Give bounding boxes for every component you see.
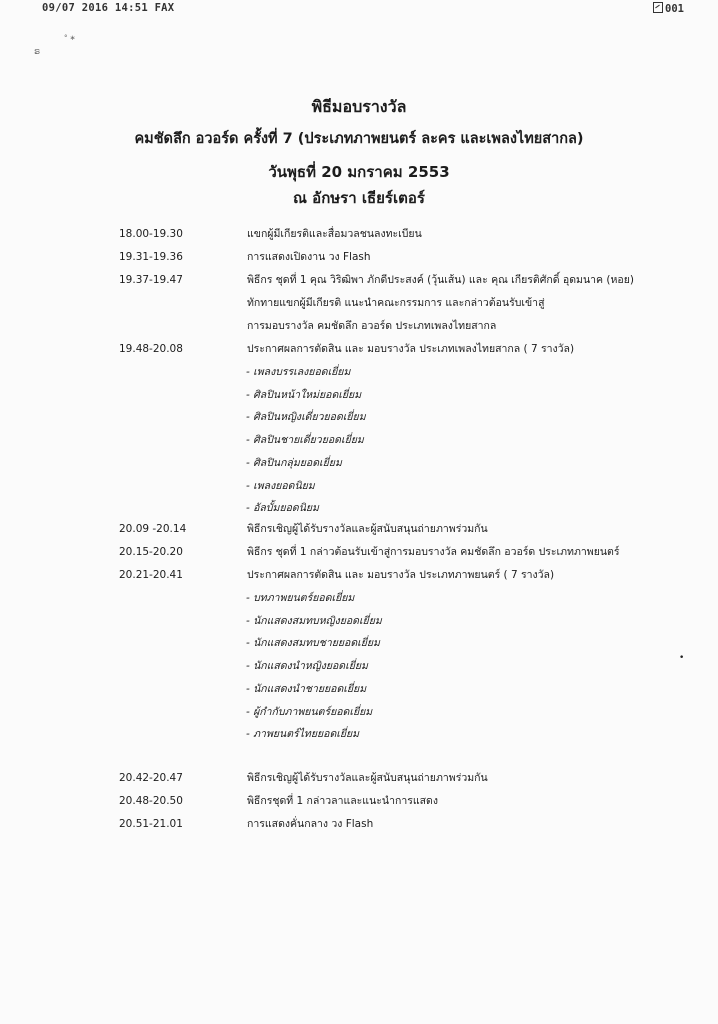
event-venue: ณ อักษรา เธียร์เตอร์: [293, 189, 425, 207]
schedule-description: ทักทายแขกผู้มีเกียรติ แนะนำคณะกรรมการ และกล่าวต้อนรับเข้าสู่: [247, 297, 545, 309]
schedule-description: พิธีกรเชิญผู้ได้รับรางวัลและผู้สนับสนุนถ่ายภาพร่วมกัน: [247, 772, 488, 784]
award-category-item: - บทภาพยนตร์ยอดเยี่ยม: [246, 592, 355, 604]
award-category-item: - เพลงบรรเลงยอดเยี่ยม: [246, 366, 351, 378]
fax-page-number: [653, 2, 684, 15]
schedule-description: แขกผู้มีเกียรติและสื่อมวลชนลงทะเบียน: [247, 228, 422, 240]
page-title: พิธีมอบรางวัล: [311, 97, 407, 116]
schedule-time: 20.09 -20.14: [119, 523, 187, 535]
award-category-item: - ศิลปินชายเดี่ยวยอดเยี่ยม: [246, 434, 364, 447]
award-category-item: - ศิลปินหญิงเดี่ยวยอดเยี่ยม: [246, 411, 366, 424]
schedule-time: 19.48-20.08: [119, 343, 183, 355]
schedule-time: 20.48-20.50: [119, 795, 183, 807]
fax-header: [0, 2, 718, 16]
schedule-time: 19.37-19.47: [119, 274, 183, 286]
award-category-item: - นักแสดงนำหญิงยอดเยี่ยม: [246, 660, 368, 673]
schedule-time: 20.21-20.41: [119, 569, 183, 581]
award-category-item: - เพลงยอดนิยม: [246, 479, 315, 492]
event-date: วันพุธที่ 20 มกราคม 2553: [268, 163, 450, 181]
page-icon: [653, 2, 663, 13]
schedule-time: 20.15-20.20: [119, 546, 183, 558]
award-category-item: - นักแสดงนำชายยอดเยี่ยม: [246, 682, 367, 695]
fax-timestamp: 09/07 2016 14:51 FAX: [42, 2, 175, 14]
fax-page-value: 001: [665, 3, 684, 15]
schedule-time: 19.31-19.36: [119, 251, 183, 263]
page-subtitle: คมชัดลึก อวอร์ด ครั้งที่ 7 (ประเภทภาพยนตร์ ละคร และเพลงไทยสากล): [134, 131, 584, 147]
schedule-description: พิธีกร ชุดที่ 1 กล่าวต้อนรับเข้าสู่การมอบรางวัล คมชัดลึก อวอร์ด ประเภทภาพยนตร์: [247, 546, 620, 558]
award-category-item: - ผู้กำกับภาพยนตร์ยอดเยี่ยม: [246, 705, 373, 718]
schedule-description: การมอบรางวัล คมชัดลึก อวอร์ด ประเภทเพลงไทยสากล: [247, 320, 497, 332]
award-category-item: - นักแสดงสมทบชายยอดเยี่ยม: [246, 637, 380, 650]
schedule-description: พิธีกรชุดที่ 1 กล่าวลาและแนะนำการแสดง: [247, 795, 438, 807]
scan-speck: ຣ: [34, 47, 41, 57]
award-category-item: - ศิลปินหน้าใหม่ยอดเยี่ยม: [246, 388, 362, 401]
schedule-time: 20.42-20.47: [119, 772, 183, 784]
scan-speck: •: [679, 653, 685, 663]
award-category-item: - ภาพยนตร์ไทยยอดเยี่ยม: [246, 728, 360, 741]
schedule-time: 18.00-19.30: [119, 228, 183, 240]
scan-speck: ° ∗: [64, 34, 76, 42]
schedule-description: ประกาศผลการตัดสิน และ มอบรางวัล ประเภทภาพยนตร์ ( 7 รางวัล): [247, 569, 555, 581]
schedule-description: พิธีกร ชุดที่ 1 คุณ วิริฒิพา ภักดีประสงค์ (วุ้นเส้น) และ คุณ เกียรติศักดิ์ อุดมนาค (หอย): [247, 274, 634, 286]
award-category-item: - อัลบั้มยอดนิยม: [246, 502, 319, 515]
schedule-description: การแสดงเปิดงาน วง Flash: [247, 251, 371, 263]
award-category-item: - นักแสดงสมทบหญิงยอดเยี่ยม: [246, 614, 382, 627]
schedule-description: พิธีกรเชิญผู้ได้รับรางวัลและผู้สนับสนุนถ่ายภาพร่วมกัน: [247, 523, 488, 535]
schedule-time: 20.51-21.01: [119, 818, 183, 830]
schedule-description: การแสดงคั่นกลาง วง Flash: [247, 818, 374, 830]
award-category-item: - ศิลปินกลุ่มยอดเยี่ยม: [246, 456, 342, 469]
schedule-description: ประกาศผลการตัดสิน และ มอบรางวัล ประเภทเพลงไทยสากล ( 7 รางวัล): [247, 343, 575, 355]
